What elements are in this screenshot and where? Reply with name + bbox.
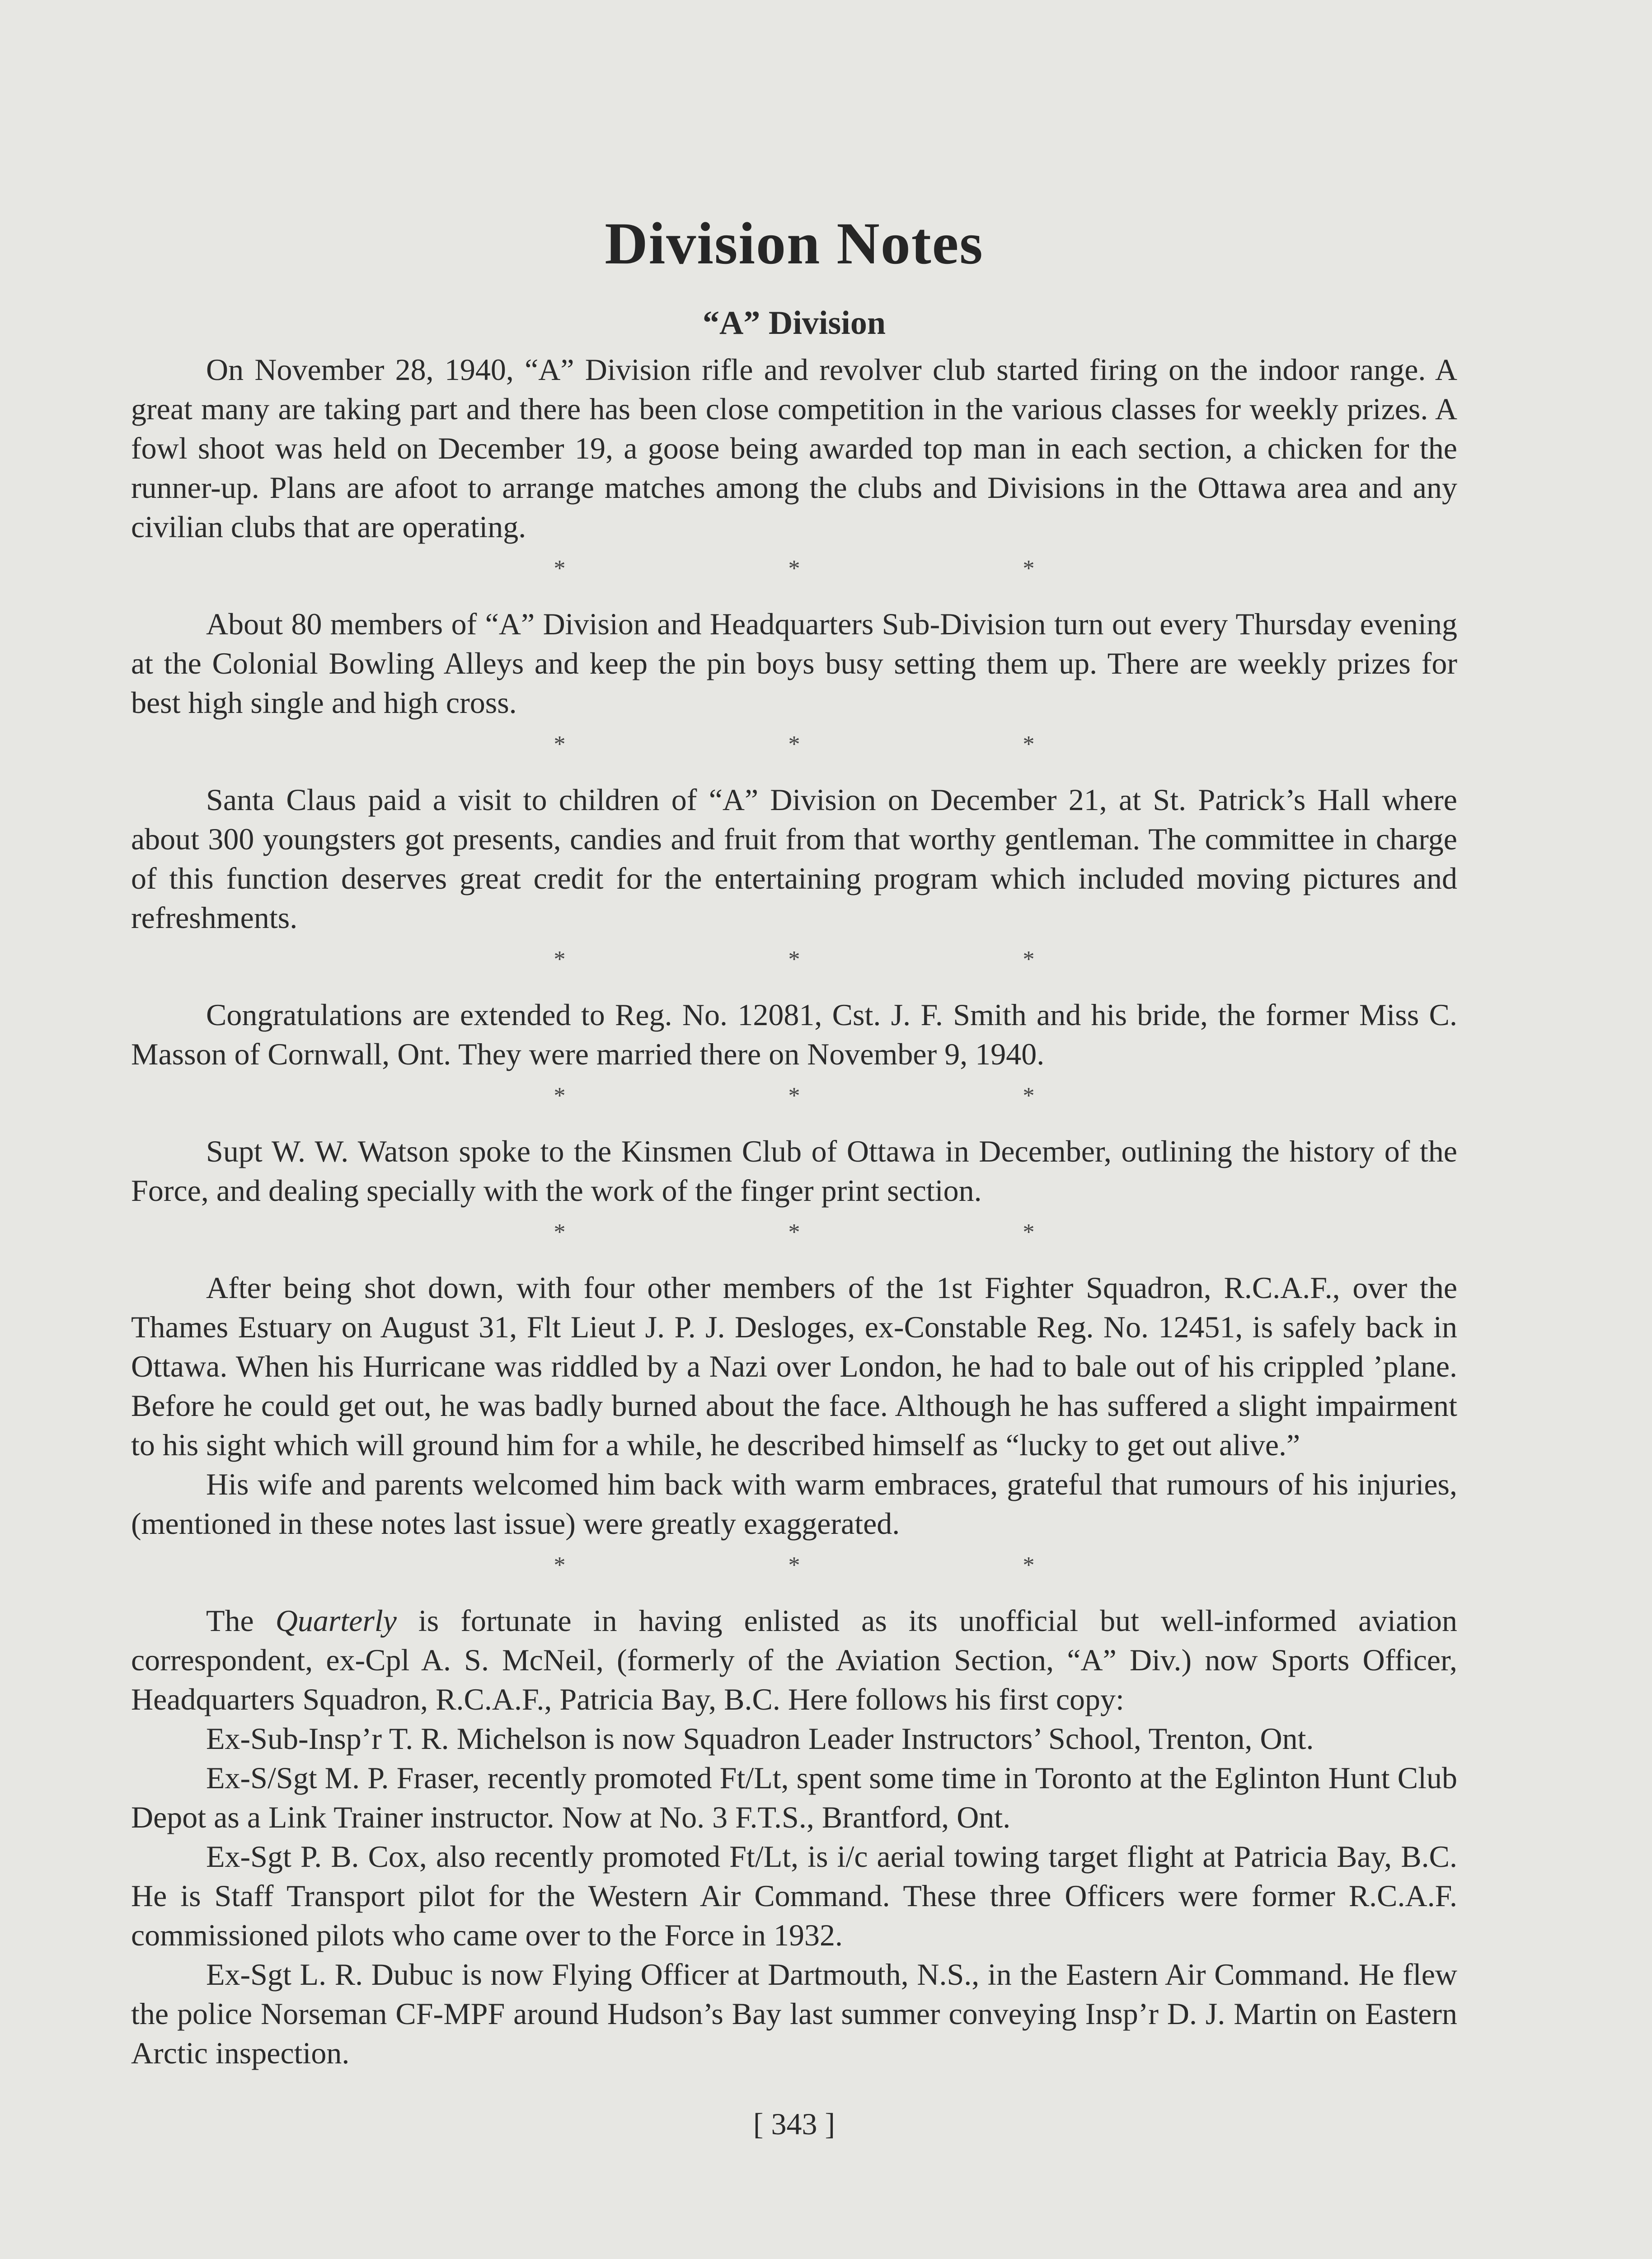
paragraph-bowling: About 80 members of “A” Division and Headquarters Sub-Division turn out every Thursday evening at the Colonial Bowling Alleys and keep the pin boys busy setting them up. There are weekly prizes for best high single and high cross. xyxy=(131,607,1457,720)
page-number: [ 343 ] xyxy=(753,2107,835,2142)
paragraph-dubuc: Ex-Sgt L. R. Dubuc is now Flying Officer at Dartmouth, N.S., in the Eastern Air Command. He flew the police Norseman CF-MPF around Hudson’s Bay last summer conveying Insp’r D. J. Martin on Eastern Arctic inspection. xyxy=(131,1957,1457,2071)
paragraph-kinsmen-club: Supt W. W. Watson spoke to the Kinsmen Club of Ottawa in December, outlining the history of the Force, and dealing specially with the work of the finger print section. xyxy=(131,1134,1457,1208)
paragraph-fraser: Ex-S/Sgt M. P. Fraser, recently promoted Ft/Lt, spent some time in Toronto at the Eglinton Hunt Club Depot as a Link Trainer instructor. Now at No. 3 F.T.S., Brantford, Ont. xyxy=(131,1761,1457,1835)
page-title: Division Notes xyxy=(605,210,984,277)
paragraph-rifle-club: On November 28, 1940, “A” Division rifle and revolver club started firing on the indoor range. A great many are taking part and there has been close competition in the various classes for weekly prizes. A fowl shoot was held on December 19, a goose being awarded top man in each section, a chicken for the runner-up. Plans are afoot to arrange matches among the clubs and Divisions in the Ottawa area and any civilian clubs that are operating. xyxy=(131,352,1457,544)
separator: * * * xyxy=(554,947,1143,973)
paragraph-quarterly xyxy=(131,1601,1457,1719)
quarterly-text-after: is fortunate in having enlisted as its unofficial but well-informed aviation correspondent, ex-Cpl A. S. McNeil, (formerly of the Aviation Section, “A” Div.) now Sports Officer, Headquarters Squadron, R.C.A.F., Patricia Bay, B.C. Here follows his first copy: xyxy=(131,1603,1458,1717)
separator: * * * xyxy=(554,556,1143,582)
paragraph-congratulations: Congratulations are extended to Reg. No. 12081, Cst. J. F. Smith and his bride, the former Miss C. Masson of Cornwall, Ont. They were married there on November 9, 1940. xyxy=(131,998,1457,1072)
quarterly-italic: Quarterly xyxy=(275,1603,397,1638)
section-heading: “A” Division xyxy=(702,304,886,342)
separator: * * * xyxy=(554,1552,1143,1579)
paragraph-welcome-back: His wife and parents welcomed him back with warm embraces, grateful that rumours of his injuries, (mentioned in these notes last issue) were greatly exaggerated. xyxy=(131,1467,1457,1541)
paragraph-santa-claus: Santa Claus paid a visit to children of “A” Division on December 21, at St. Patrick’s Hall where about 300 youngsters got presents, candies and fruit from that worthy gentleman. The committee in charge of this function deserves great credit for the entertaining program which included moving pictures and refreshments. xyxy=(131,783,1457,935)
paragraph-cox: Ex-Sgt P. B. Cox, also recently promoted Ft/Lt, is i/c aerial towing target flight at Patricia Bay, B.C. He is Staff Transport pilot for the Western Air Command. These three Officers were former R.C.A.F. commissioned pilots who came over to the Force in 1932. xyxy=(131,1839,1457,1953)
separator: * * * xyxy=(554,1083,1143,1109)
separator: * * * xyxy=(554,1219,1143,1246)
separator: * * * xyxy=(554,731,1143,758)
paragraph-michelson: Ex-Sub-Insp’r T. R. Michelson is now Squadron Leader Instructors’ School, Trenton, Ont. xyxy=(206,1721,1314,1756)
quarterly-text-before: The xyxy=(206,1603,276,1638)
document-page xyxy=(131,212,1457,2144)
paragraph-desloges: After being shot down, with four other members of the 1st Fighter Squadron, R.C.A.F., over the Thames Estuary on August 31, Flt Lieut J. P. J. Desloges, ex-Constable Reg. No. 12451, is safely back in Ottawa. When his Hurricane was riddled by a Nazi over London, he had to bale out of his crippled ’plane. Before he could get out, he was badly burned about the face. Although he has suffered a slight impairment to his sight which will ground him for a while, he described himself as “lucky to get out alive.” xyxy=(131,1270,1457,1462)
